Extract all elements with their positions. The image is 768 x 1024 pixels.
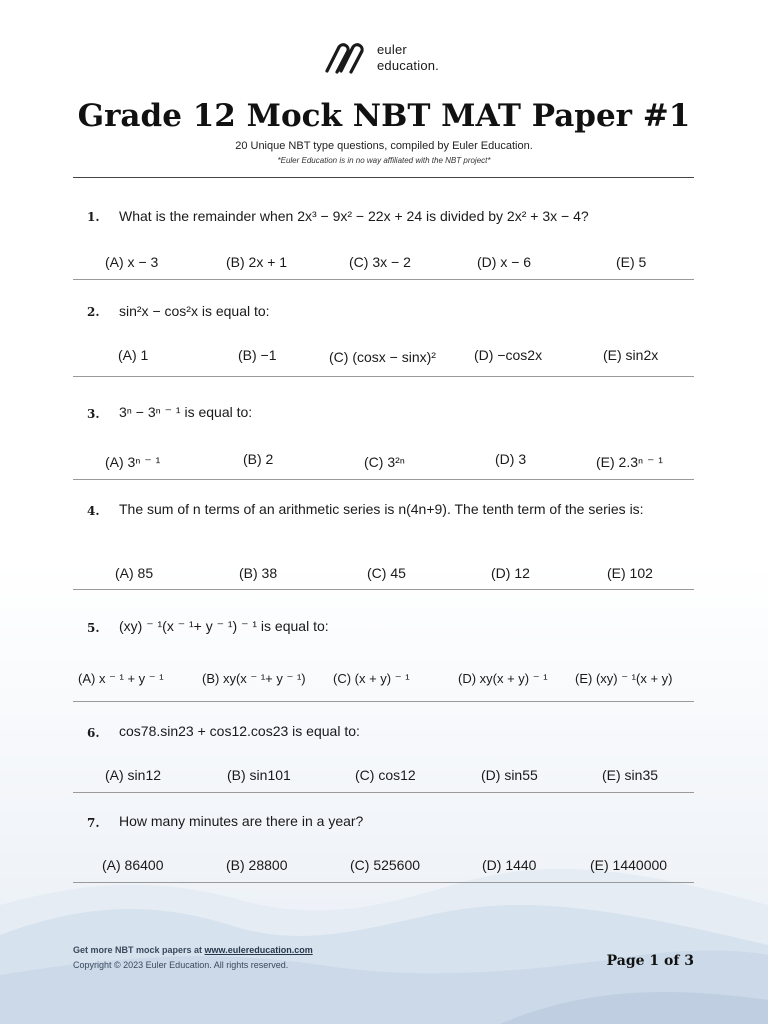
option-d[interactable]: (D) xy(x + y) ⁻ ¹ — [458, 671, 548, 686]
option-d[interactable]: (D) sin55 — [481, 767, 538, 783]
question-6 — [73, 701, 694, 793]
option-c[interactable]: (C) (x + y) ⁻ ¹ — [333, 671, 410, 686]
option-b[interactable]: (B) −1 — [238, 347, 277, 363]
copyright: Copyright © 2023 Euler Education. All rights reserved. — [73, 960, 289, 970]
option-b[interactable]: (B) 2x + 1 — [226, 254, 288, 270]
brand-name-line1: euler — [377, 42, 407, 57]
option-c[interactable]: (C) cos12 — [355, 767, 416, 783]
option-a[interactable]: (A) sin12 — [105, 767, 162, 783]
question-number: 4. — [87, 504, 100, 518]
footer-promo — [73, 945, 313, 955]
question-number: 7. — [87, 816, 100, 830]
question-text: What is the remainder when 2x³ − 9x² − 22x + 24 is divided by 2x² + 3x − 4? — [119, 208, 589, 224]
brand-logo — [321, 40, 439, 76]
option-d[interactable]: (D) 1440 — [482, 857, 537, 873]
option-d[interactable]: (D) x − 6 — [477, 254, 532, 270]
question-1 — [73, 178, 694, 280]
option-c[interactable]: (C) 3x − 2 — [349, 254, 411, 270]
option-a[interactable]: (A) 86400 — [102, 857, 164, 873]
option-b[interactable]: (B) sin101 — [227, 767, 291, 783]
question-number: 5. — [87, 621, 100, 635]
page-title: Grade 12 Mock NBT MAT Paper #1 — [77, 98, 691, 134]
disclaimer: *Euler Education is in no way affiliated with the NBT project* — [277, 156, 491, 165]
question-number: 2. — [87, 305, 100, 319]
brand-name-line2: education. — [377, 58, 439, 73]
website-link[interactable]: www.eulereducation.com — [204, 945, 313, 955]
option-a[interactable]: (A) x ⁻ ¹ + y ⁻ ¹ — [78, 671, 164, 686]
question-4 — [73, 479, 694, 590]
option-b[interactable]: (B) xy(x ⁻ ¹+ y ⁻ ¹) — [202, 671, 306, 686]
option-e[interactable]: (E) 2.3ⁿ ⁻ ¹ — [596, 454, 663, 470]
option-c[interactable]: (C) (cosx − sinx)² — [329, 349, 436, 365]
option-e[interactable]: (E) 1440000 — [590, 857, 668, 873]
question-number: 1. — [87, 210, 100, 224]
option-c[interactable]: (C) 3²ⁿ — [364, 454, 405, 470]
question-number: 6. — [87, 726, 100, 740]
question-text: cos78.sin23 + cos12.cos23 is equal to: — [119, 723, 360, 739]
option-e[interactable]: (E) sin2x — [603, 347, 659, 363]
question-text: 3ⁿ − 3ⁿ ⁻ ¹ is equal to: — [119, 404, 253, 420]
question-2 — [73, 279, 694, 377]
option-e[interactable]: (E) 5 — [616, 254, 647, 270]
option-a[interactable]: (A) x − 3 — [105, 254, 159, 270]
option-c[interactable]: (C) 45 — [367, 565, 406, 581]
option-b[interactable]: (B) 28800 — [226, 857, 288, 873]
question-text: (xy) ⁻ ¹(x ⁻ ¹+ y ⁻ ¹) ⁻ ¹ is equal to: — [119, 618, 329, 634]
option-b[interactable]: (B) 38 — [239, 565, 278, 581]
option-d[interactable]: (D) −cos2x — [474, 347, 543, 363]
page-number: Page 1 of 3 — [606, 953, 694, 969]
option-e[interactable]: (E) (xy) ⁻ ¹(x + y) — [575, 671, 673, 686]
question-text: The sum of n terms of an arithmetic series is n(4n+9). The tenth term of the series is: — [119, 501, 644, 517]
question-text: sin²x − cos²x is equal to: — [119, 303, 270, 319]
option-c[interactable]: (C) 525600 — [350, 857, 421, 873]
brand-name — [377, 42, 439, 74]
option-a[interactable]: (A) 85 — [115, 565, 154, 581]
option-e[interactable]: (E) 102 — [607, 565, 653, 581]
question-7 — [73, 792, 694, 883]
euler-logo-icon — [321, 41, 371, 75]
question-3 — [73, 376, 694, 480]
footer-promo-text: Get more NBT mock papers at — [73, 945, 205, 955]
question-text: How many minutes are there in a year? — [119, 813, 364, 829]
option-e[interactable]: (E) sin35 — [602, 767, 659, 783]
option-a[interactable]: (A) 1 — [118, 347, 149, 363]
question-5 — [73, 589, 694, 702]
question-number: 3. — [87, 407, 100, 421]
option-a[interactable]: (A) 3ⁿ ⁻ ¹ — [105, 454, 161, 470]
page-subtitle: 20 Unique NBT type questions, compiled by Euler Education. — [235, 140, 533, 152]
option-d[interactable]: (D) 12 — [491, 565, 530, 581]
option-d[interactable]: (D) 3 — [495, 451, 527, 467]
option-b[interactable]: (B) 2 — [243, 451, 274, 467]
